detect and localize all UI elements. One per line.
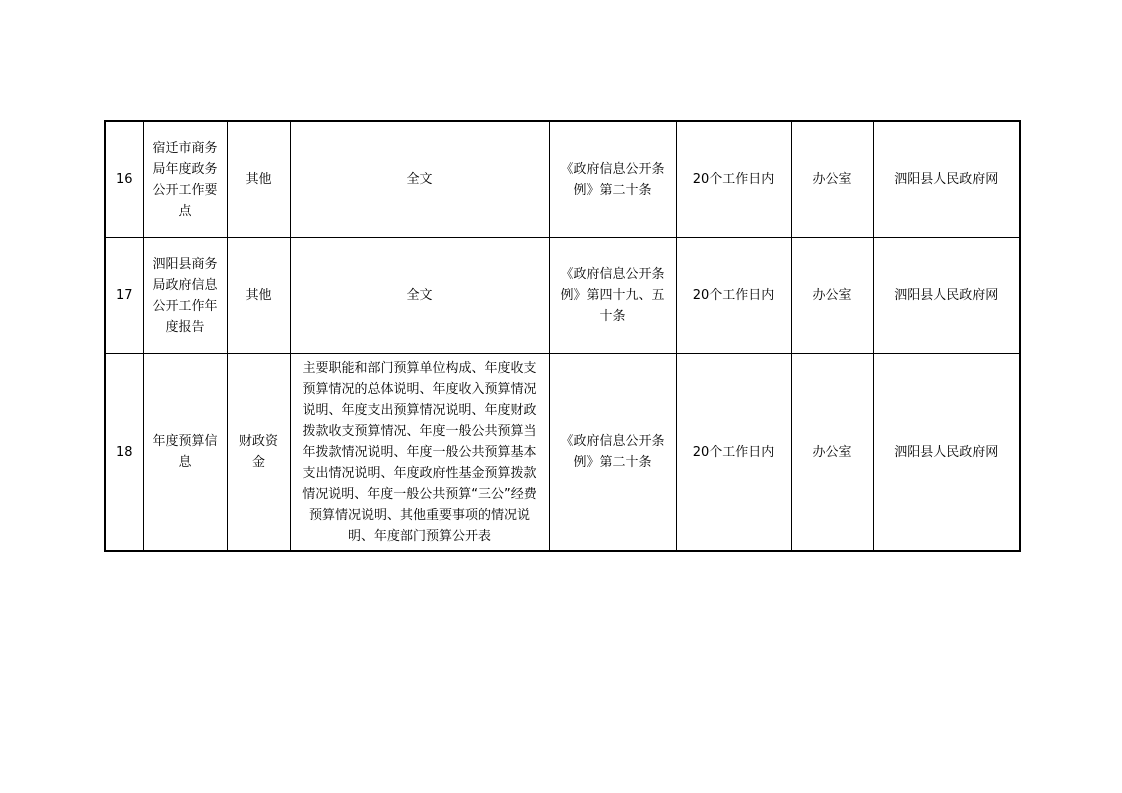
item-basis: 《政府信息公开条例》第二十条 [549, 121, 676, 238]
table-row [105, 354, 1020, 552]
table-row [105, 238, 1020, 354]
item-channel: 泗阳县人民政府网 [873, 121, 1020, 238]
item-channel: 泗阳县人民政府网 [873, 238, 1020, 354]
item-basis: 《政府信息公开条例》第二十条 [549, 354, 676, 552]
row-number: 18 [105, 354, 143, 552]
item-department: 办公室 [791, 354, 873, 552]
item-name: 年度预算信息 [143, 354, 227, 552]
item-content: 全文 [290, 238, 549, 354]
item-time-limit: 20个工作日内 [676, 238, 791, 354]
item-category: 其他 [227, 121, 290, 238]
item-department: 办公室 [791, 238, 873, 354]
row-number: 16 [105, 121, 143, 238]
table-row [105, 121, 1020, 238]
item-content: 全文 [290, 121, 549, 238]
disclosure-table [104, 120, 1021, 552]
item-time-limit: 20个工作日内 [676, 354, 791, 552]
item-time-limit: 20个工作日内 [676, 121, 791, 238]
item-department: 办公室 [791, 121, 873, 238]
row-number: 17 [105, 238, 143, 354]
item-category: 其他 [227, 238, 290, 354]
item-name: 泗阳县商务局政府信息公开工作年度报告 [143, 238, 227, 354]
item-basis: 《政府信息公开条例》第四十九、五十条 [549, 238, 676, 354]
item-category: 财政资金 [227, 354, 290, 552]
item-name: 宿迁市商务局年度政务公开工作要点 [143, 121, 227, 238]
item-channel: 泗阳县人民政府网 [873, 354, 1020, 552]
item-content: 主要职能和部门预算单位构成、年度收支预算情况的总体说明、年度收入预算情况说明、年度支出预算情况说明、年度财政拨款收支预算情况、年度一般公共预算当年拨款情况说明、年度一般公共预算基本支出情况说明、年度政府性基金预算拨款情况说明、年度一般公共预算“三公”经费预算情况说明、其他重要事项的情况说明、年度部门预算公开表 [290, 354, 549, 552]
